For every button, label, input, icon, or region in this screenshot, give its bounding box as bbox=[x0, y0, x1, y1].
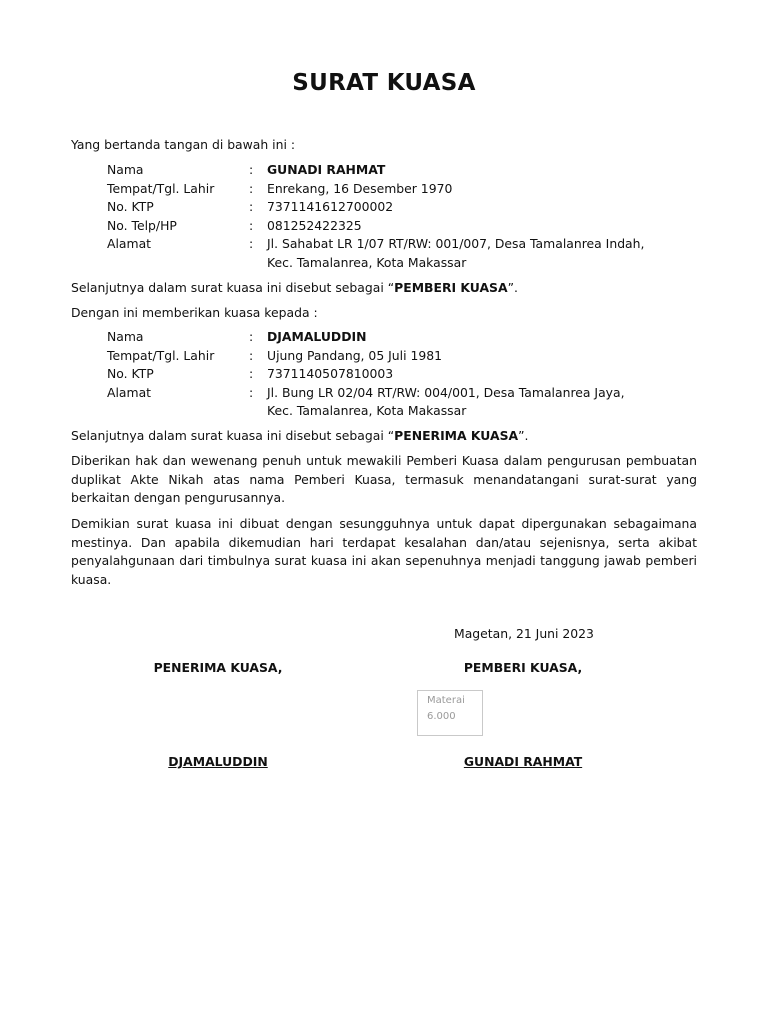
stamp-label: Materai bbox=[427, 695, 465, 706]
field-colon: : bbox=[249, 199, 254, 215]
designation-text: Selanjutnya dalam surat kuasa ini disebut sebagai “ bbox=[71, 280, 395, 295]
field-label: No. KTP bbox=[107, 199, 154, 215]
grantor-name-value: GUNADI RAHMAT bbox=[267, 162, 386, 177]
field-label: Tempat/Tgl. Lahir bbox=[107, 180, 215, 196]
grantee-signature-role: PENERIMA KUASA, bbox=[153, 660, 283, 675]
closing-paragraph: Demikian surat kuasa ini dibuat dengan sesungguhnya untuk dapat dipergunakan sebagaimana mestinya. Dan apabila dikemudian hari terdapat kesalahan dan/atau sejenisnya, serta akibat penyalahgunaan dari timbulnya surat kuasa ini akan sepenuhnya menjadi tanggung jawab pemberi kuasa. bbox=[71, 516, 697, 587]
field-colon: : bbox=[249, 236, 254, 252]
grantee-name-value: DJAMALUDDIN bbox=[267, 329, 367, 344]
grant-intro-text: Dengan ini memberikan kuasa kepada : bbox=[71, 305, 318, 320]
designation-text: ”. bbox=[507, 280, 518, 295]
grantee-designation bbox=[71, 427, 697, 446]
grantee-signature-name: DJAMALUDDIN bbox=[168, 754, 268, 769]
grantor-address-value: Jl. Sahabat LR 1/07 RT/RW: 001/007, Desa Tamalanrea Indah, Kec. Tamalanrea, Kota Makassar bbox=[267, 236, 645, 270]
grantor-row-birth bbox=[107, 180, 707, 199]
grantor-signature-role: PEMBERI KUASA, bbox=[463, 660, 583, 675]
designation-text: Selanjutnya dalam surat kuasa ini disebut sebagai “ bbox=[71, 428, 395, 443]
grantee-address-value: Jl. Bung LR 02/04 RT/RW: 004/001, Desa Tamalanrea Jaya, Kec. Tamalanrea, Kota Makassar bbox=[267, 384, 625, 419]
grantor-signature-name: GUNADI RAHMAT bbox=[463, 754, 583, 769]
designation-text: ”. bbox=[518, 428, 529, 443]
grantee-ktp-value: 7371140507810003 bbox=[267, 366, 394, 382]
field-label: Alamat bbox=[107, 236, 152, 252]
field-colon: : bbox=[249, 347, 254, 363]
stamp-value: 6.000 bbox=[427, 711, 456, 722]
designation-term: PENERIMA KUASA bbox=[394, 428, 519, 443]
intro-text: Yang bertanda tangan di bawah ini : bbox=[71, 137, 296, 152]
field-colon: : bbox=[249, 329, 254, 344]
field-label: No. KTP bbox=[107, 366, 154, 382]
grantor-row-ktp bbox=[107, 198, 707, 217]
field-label: Tempat/Tgl. Lahir bbox=[107, 347, 215, 363]
grantee-row-ktp bbox=[107, 365, 707, 384]
grantee-row-birth bbox=[107, 347, 707, 366]
grantor-ktp-value: 7371141612700002 bbox=[267, 199, 394, 215]
grantor-row-name bbox=[107, 161, 707, 180]
grantee-birth-value: Ujung Pandang, 05 Juli 1981 bbox=[267, 347, 443, 363]
grantee-row-address bbox=[107, 384, 707, 421]
field-colon: : bbox=[249, 384, 254, 400]
grantee-row-name bbox=[107, 328, 707, 347]
field-label: Alamat bbox=[107, 384, 152, 400]
field-colon: : bbox=[249, 217, 254, 233]
grantor-designation bbox=[71, 279, 697, 298]
document-title: SURAT KUASA bbox=[292, 70, 476, 96]
field-label: Nama bbox=[107, 162, 144, 177]
grantor-row-address bbox=[107, 235, 707, 272]
field-colon: : bbox=[249, 366, 254, 382]
field-colon: : bbox=[249, 180, 254, 196]
designation-term: PEMBERI KUASA bbox=[394, 280, 508, 295]
grantor-birth-value: Enrekang, 16 Desember 1970 bbox=[267, 180, 453, 196]
grantee-details bbox=[107, 328, 707, 421]
grantor-phone-value: 081252422325 bbox=[267, 217, 362, 233]
grantor-row-phone bbox=[107, 217, 707, 236]
field-colon: : bbox=[249, 162, 254, 177]
field-label: No. Telp/HP bbox=[107, 217, 177, 233]
place-and-date: Magetan, 21 Juni 2023 bbox=[454, 626, 594, 641]
authority-paragraph: Diberikan hak dan wewenang penuh untuk mewakili Pemberi Kuasa dalam pengurusan pembuatan duplikat Akte Nikah atas nama Pemberi Kuasa, termasuk menandatangani surat-surat yang berkaitan dengan pengurusannya. bbox=[71, 453, 697, 506]
duty-stamp-box bbox=[417, 690, 483, 736]
field-label: Nama bbox=[107, 329, 144, 344]
grantor-details bbox=[107, 161, 707, 273]
